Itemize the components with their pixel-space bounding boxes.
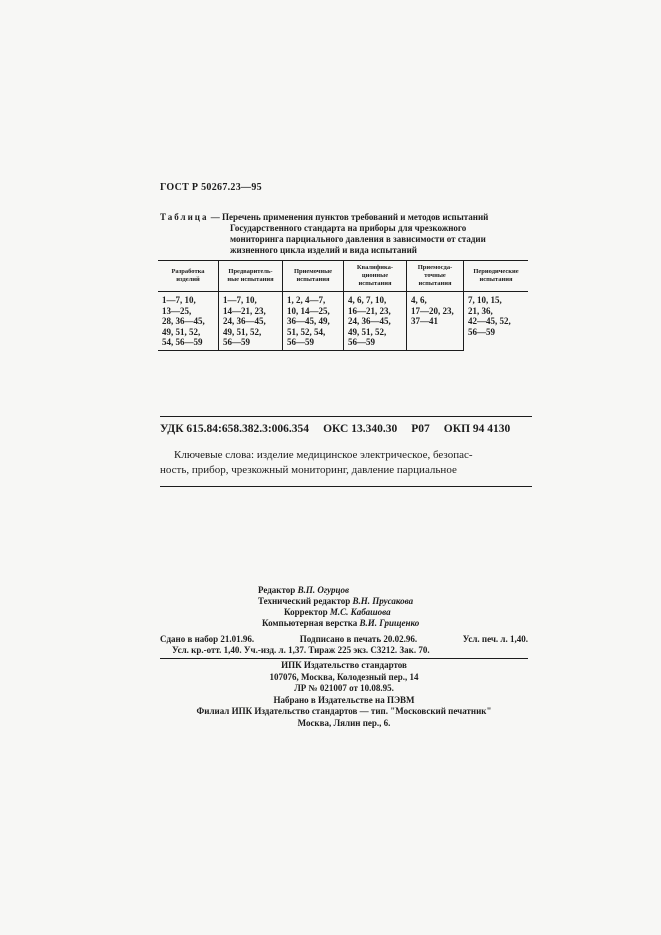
table-caption-line: мониторинга парциального давления в зависимости от стадии [230, 234, 486, 244]
credit-line: Редактор В.П. Огурцов [258, 585, 350, 595]
credit-line: Технический редактор В.Н. Прусакова [258, 596, 414, 606]
table-row [158, 292, 528, 351]
publisher-line: Филиал ИПК Издательство стандартов — тип. "Московский печатник" [196, 706, 492, 716]
col-header-qualification: Квалифика- ционные испытания [344, 261, 407, 292]
print-info-line: Усл. кр.-отт. 1,40. Уч.-изд. л. 1,37. Тираж 225 экз. С3212. Зак. 70. [172, 645, 430, 655]
keywords-line: ность, прибор, чрезкожный мониторинг, давление парциальное [160, 464, 457, 476]
okp-code: ОКП 94 4130 [443, 423, 511, 435]
col-header-development: Разработка изделий [158, 261, 219, 292]
classification-line [160, 423, 524, 435]
publisher-line: ЛР № 021007 от 10.08.95. [294, 683, 394, 693]
publisher-line: 107076, Москва, Колодезный пер., 14 [269, 671, 419, 682]
table-cell-handover: 4, 6, 17—20, 23, 37—41 [407, 292, 464, 351]
table-cell-periodic: 7, 10, 15, 21, 36, 42—45, 52, 56—59 [464, 292, 529, 351]
oks-code: ОКС 13.340.30 [323, 423, 398, 435]
credit-line: Компьютерная верстка В.И. Грищенко [262, 618, 420, 628]
credit-line: Корректор М.С. Кабашова [284, 607, 391, 617]
table-caption-line: Перечень применения пунктов требований и методов испытаний [221, 212, 489, 222]
table-caption-line: жизненного цикла изделий и вида испытаний [230, 245, 417, 255]
col-header-preliminary: Предваритель- ные испытания [219, 261, 283, 292]
col-header-periodic: Периодические испытания [464, 261, 529, 292]
keywords-bottom-rule [160, 486, 532, 487]
keywords [160, 448, 532, 478]
publisher-line: Москва, Лялин пер., 6. [297, 717, 391, 728]
table-cell-qualification: 4, 6, 7, 10, 16—21, 23, 24, 36—45, 49, 51, 52, 56—59 [344, 292, 407, 351]
publisher-line: Набрано в Издательстве на ПЭВМ [273, 694, 415, 705]
table-caption-word: Таблица [160, 212, 209, 222]
table-caption: Таблица — Перечень применения пунктов требований и методов испытаний Государственного стандарта на приборы для чрезкожного мониторинга парциального давления в зависимости от стадии жизненного цикла изделий и вида испытаний [160, 212, 540, 256]
table-cell-preliminary: 1—7, 10, 14—21, 23, 24, 36—45, 49, 51, 52, 56—59 [219, 292, 283, 351]
table-caption-line: Государственного стандарта на приборы для чрезкожного [230, 223, 467, 233]
publisher-line: ИПК Издательство стандартов [281, 660, 407, 670]
print-info-line: Сдано в набор 21.01.96. Подписано в печать 20.02.96. Усл. печ. л. 1,40. [160, 634, 528, 644]
keywords-line: Ключевые слова: изделие медицинское электрическое, безопас- [174, 449, 473, 461]
classification-top-rule [160, 416, 532, 417]
col-header-acceptance: Приемочные испытания [283, 261, 344, 292]
table-header-row [158, 261, 528, 292]
print-info-rule [160, 658, 528, 659]
group-code: Р07 [411, 423, 430, 435]
col-header-handover: Приемосда- точные испытания [407, 261, 464, 292]
requirements-table [158, 260, 528, 351]
print-info [160, 634, 528, 656]
document-code: ГОСТ Р 50267.23—95 [160, 182, 262, 193]
table-cell-acceptance: 1, 2, 4—7, 10, 14—25, 36—45, 49, 51, 52, 54, 56—59 [283, 292, 344, 351]
table-cell-development: 1—7, 10, 13—25, 28, 36—45, 49, 51, 52, 54, 56—59 [158, 292, 219, 351]
udk-code: УДК 615.84:658.382.3:006.354 [160, 423, 310, 435]
publisher-block [160, 660, 528, 729]
credits-block [258, 585, 419, 629]
